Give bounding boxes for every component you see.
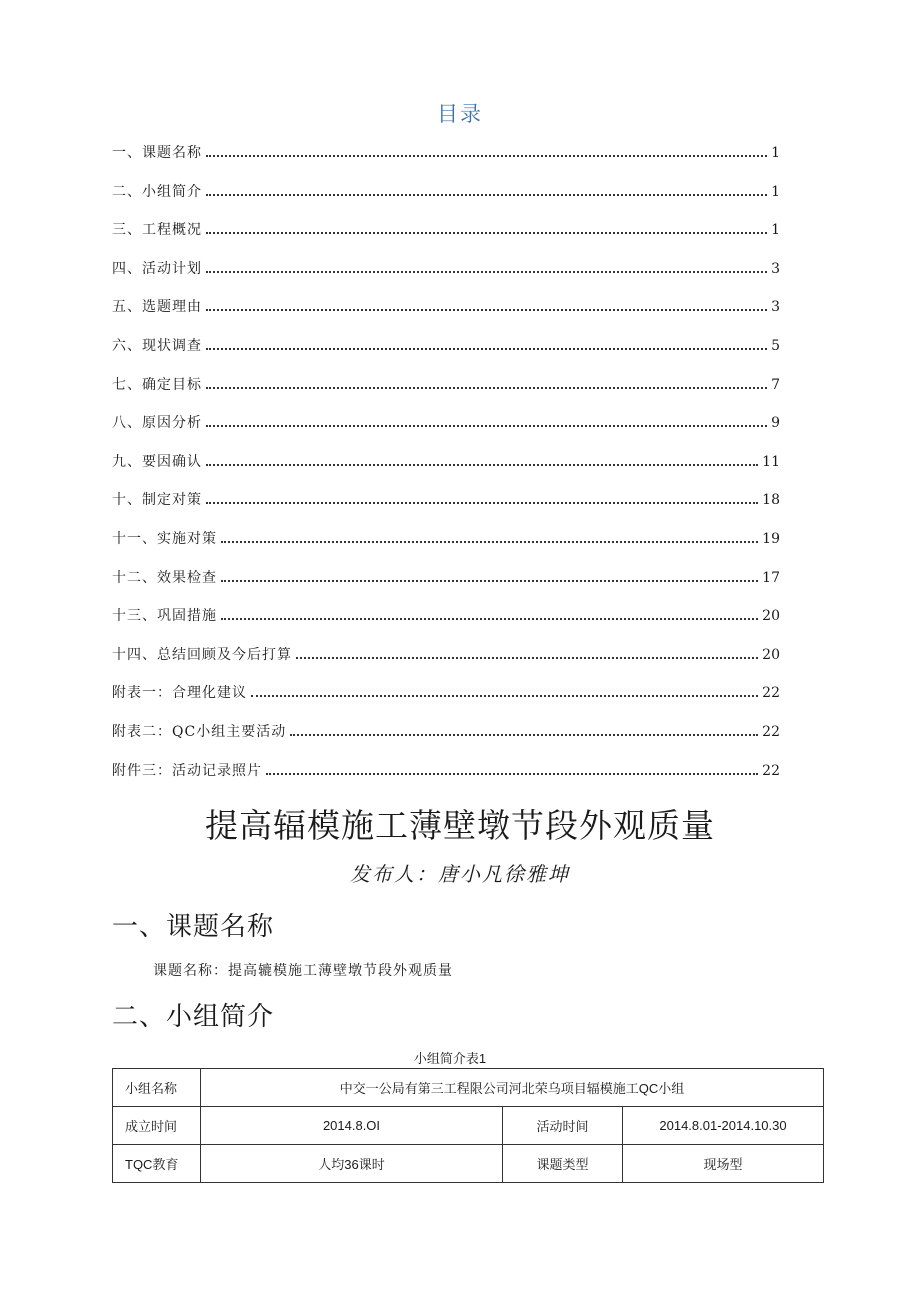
toc-item[interactable]	[112, 258, 780, 297]
toc-item[interactable]	[112, 296, 780, 335]
author-line: 发布人：唐小凡徐雅坤	[350, 862, 570, 886]
toc-leader	[206, 424, 767, 427]
toc-item[interactable]	[112, 489, 780, 528]
toc-item-page: 22	[762, 762, 780, 779]
toc-item-page: 20	[762, 646, 780, 663]
toc-item-label: 七、确定目标	[112, 376, 202, 393]
toc-leader	[221, 579, 758, 582]
table-caption: 小组简介表1	[413, 1051, 487, 1066]
table-cell-label: 成立时间	[113, 1107, 201, 1145]
toc-item-label: 八、原因分析	[112, 415, 202, 432]
toc-item-page: 17	[762, 569, 780, 586]
table-cell-value: 2014.8.OI	[201, 1107, 503, 1145]
toc-item-page: 1	[771, 222, 780, 239]
toc-item[interactable]	[112, 528, 780, 567]
toc-item-page: 22	[762, 723, 780, 740]
toc-item-label: 十二、效果检查	[112, 569, 217, 586]
toc-item[interactable]	[112, 567, 780, 606]
toc-item-label: 一、课题名称	[112, 145, 202, 161]
toc-item-page: 7	[771, 376, 780, 393]
table-cell-label: 活动时间	[503, 1107, 623, 1145]
toc-item-label: 六、现状调查	[112, 337, 202, 354]
toc-item-label: 十一、实施对策	[112, 530, 217, 547]
toc-leader	[290, 733, 758, 736]
toc-leader	[206, 501, 758, 504]
toc-leader	[206, 154, 767, 157]
topic-name-text: 课题名称：提高辘模施工薄壁墩节段外观质量	[153, 963, 453, 979]
toc-item-label: 五、选题理由	[112, 299, 202, 316]
toc-title: 目录	[437, 102, 483, 126]
toc-leader	[206, 463, 758, 466]
toc-item[interactable]	[112, 335, 780, 374]
table-cell-value: 现场型	[623, 1145, 824, 1183]
toc-item[interactable]	[112, 412, 780, 451]
toc-item-page: 3	[771, 260, 780, 277]
toc-leader	[221, 617, 758, 620]
toc-leader	[251, 694, 758, 697]
toc-leader	[206, 270, 767, 273]
toc-item-label: 附件三：活动记录照片	[112, 762, 262, 779]
table-cell-label: TQC教育	[113, 1145, 201, 1183]
toc-item-label: 十四、总结回顾及今后打算	[112, 646, 292, 663]
table-row	[113, 1107, 824, 1145]
toc-item-page: 19	[762, 530, 780, 547]
toc-leader	[206, 193, 767, 196]
table-of-contents	[112, 142, 780, 798]
toc-item-page: 18	[762, 492, 780, 509]
table-row	[113, 1145, 824, 1183]
toc-item-page: 11	[762, 453, 780, 470]
toc-leader	[266, 772, 758, 775]
toc-item[interactable]	[112, 721, 780, 760]
toc-item[interactable]	[112, 451, 780, 490]
team-info-table	[112, 1068, 824, 1183]
section-heading-team: 二、小组简介	[112, 1002, 275, 1032]
toc-item-label: 附表二：QC小组主要活动	[112, 723, 287, 740]
toc-item[interactable]	[112, 682, 780, 721]
document-title: 提高辐模施工薄壁墩节段外观质量	[205, 806, 715, 845]
toc-leader	[206, 231, 767, 234]
toc-leader	[221, 540, 758, 543]
section-heading-topic: 一、课题名称	[112, 912, 275, 942]
toc-item-page: 22	[762, 685, 780, 702]
toc-item-page: 9	[771, 415, 780, 432]
toc-item[interactable]	[112, 181, 780, 220]
toc-leader	[206, 347, 767, 350]
toc-item-page: 20	[762, 608, 780, 625]
toc-item-label: 九、要因确认	[112, 453, 202, 470]
toc-item[interactable]	[112, 605, 780, 644]
toc-leader	[296, 656, 758, 659]
toc-item-label: 四、活动计划	[112, 260, 202, 277]
toc-item[interactable]	[112, 142, 780, 181]
toc-item[interactable]	[112, 219, 780, 258]
toc-item-page: 5	[771, 337, 780, 354]
toc-item-page: 1	[771, 145, 780, 161]
toc-item-label: 三、工程概况	[112, 222, 202, 239]
toc-leader	[206, 308, 767, 311]
table-cell-value: 人均36课时	[201, 1145, 503, 1183]
toc-item-label: 二、小组简介	[112, 183, 202, 200]
toc-item-label: 十、制定对策	[112, 492, 202, 509]
toc-item-page: 1	[771, 183, 780, 200]
table-cell-label: 课题类型	[503, 1145, 623, 1183]
table-cell-label: 小组名称	[113, 1069, 201, 1107]
table-row	[113, 1069, 824, 1107]
toc-item-page: 3	[771, 299, 780, 316]
toc-item[interactable]	[112, 760, 780, 799]
table-cell-value: 2014.8.01-2014.10.30	[623, 1107, 824, 1145]
toc-item-label: 十三、巩固措施	[112, 608, 217, 625]
toc-item[interactable]	[112, 644, 780, 683]
toc-leader	[206, 386, 767, 389]
table-cell-value: 中交一公局有第三工程限公司河北荣乌项目辐模施工QC小组	[201, 1069, 824, 1107]
toc-item[interactable]	[112, 374, 780, 413]
toc-item-label: 附表一：合理化建议	[112, 685, 247, 702]
